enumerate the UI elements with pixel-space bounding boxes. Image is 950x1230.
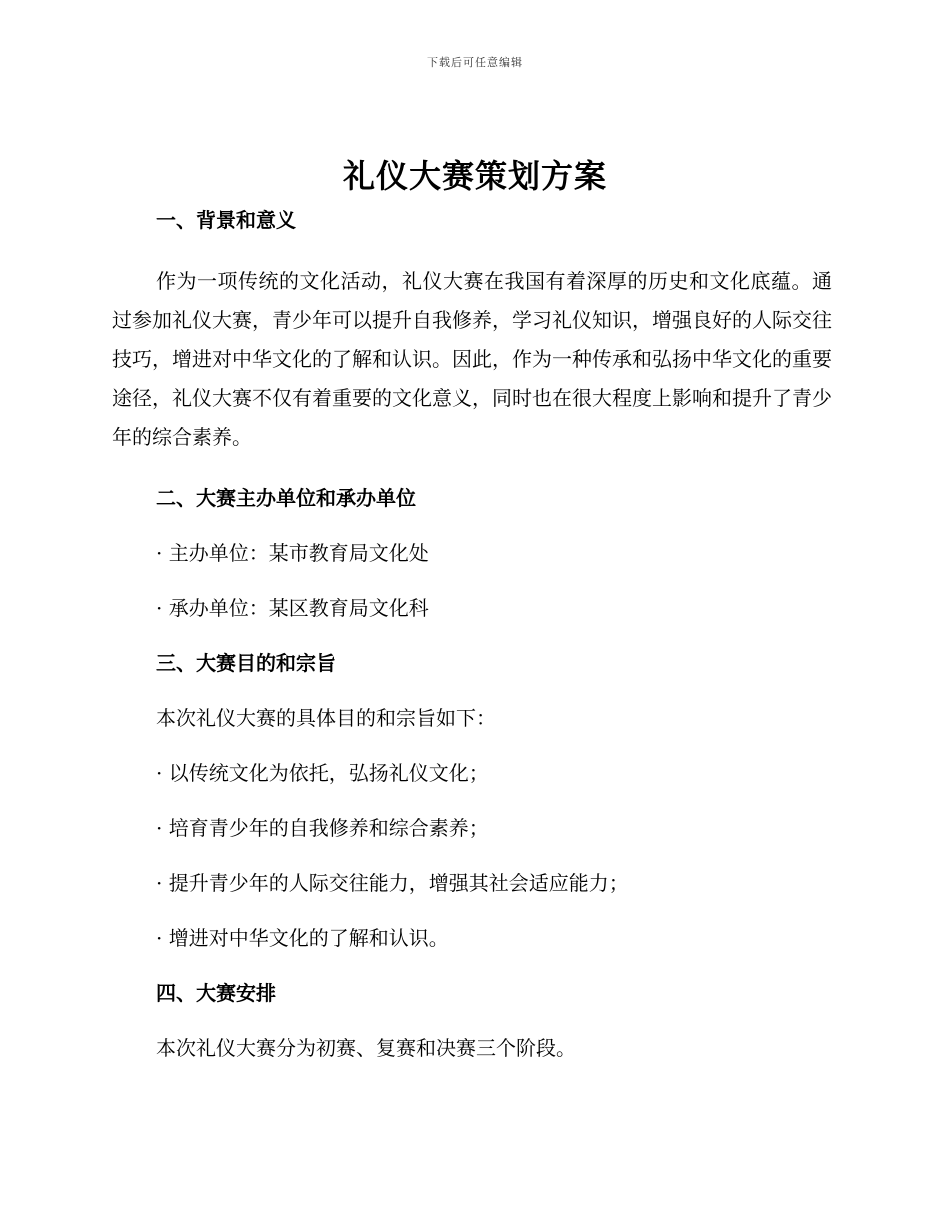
list-item-purpose-3: · 提升青少年的人际交往能力，增强其社会适应能力； bbox=[156, 871, 629, 895]
document-body bbox=[112, 205, 832, 1063]
section-heading-schedule: 四、大赛安排 bbox=[156, 981, 276, 1005]
section-heading-organizers: 二、大赛主办单位和承办单位 bbox=[156, 486, 416, 510]
section-heading-background: 一、背景和意义 bbox=[156, 208, 296, 232]
document-title: 礼仪大赛策划方案 bbox=[342, 157, 607, 195]
section-heading-purpose: 三、大赛目的和宗旨 bbox=[156, 651, 336, 675]
section-paragraph-background: 作为一项传统的文化活动，礼仪大赛在我国有着深厚的历史和文化底蕴。通过参加礼仪大赛，青少年可以提升自我修养，学习礼仪知识，增强良好的人际交往技巧，增进对中华文化的了解和认识。因此，作为一种传承和弘扬中华文化的重要途径，礼仪大赛不仅有着重要的文化意义，同时也在很大程度上影响和提升了青少年的综合素养。 bbox=[112, 269, 832, 449]
list-item-purpose-4: · 增进对中华文化的了解和认识。 bbox=[156, 926, 449, 950]
page-header: 下载后可任意编辑 bbox=[427, 56, 523, 69]
list-item-organizer: · 承办单位：某区教育局文化科 bbox=[156, 596, 429, 620]
section-intro-purpose: 本次礼仪大赛的具体目的和宗旨如下： bbox=[156, 706, 496, 730]
list-item-purpose-1: · 以传统文化为依托，弘扬礼仪文化； bbox=[156, 761, 489, 785]
list-item-purpose-2: · 培育青少年的自我修养和综合素养； bbox=[156, 816, 489, 840]
section-intro-schedule: 本次礼仪大赛分为初赛、复赛和决赛三个阶段。 bbox=[156, 1036, 576, 1060]
list-item-host: · 主办单位：某市教育局文化处 bbox=[156, 541, 429, 565]
